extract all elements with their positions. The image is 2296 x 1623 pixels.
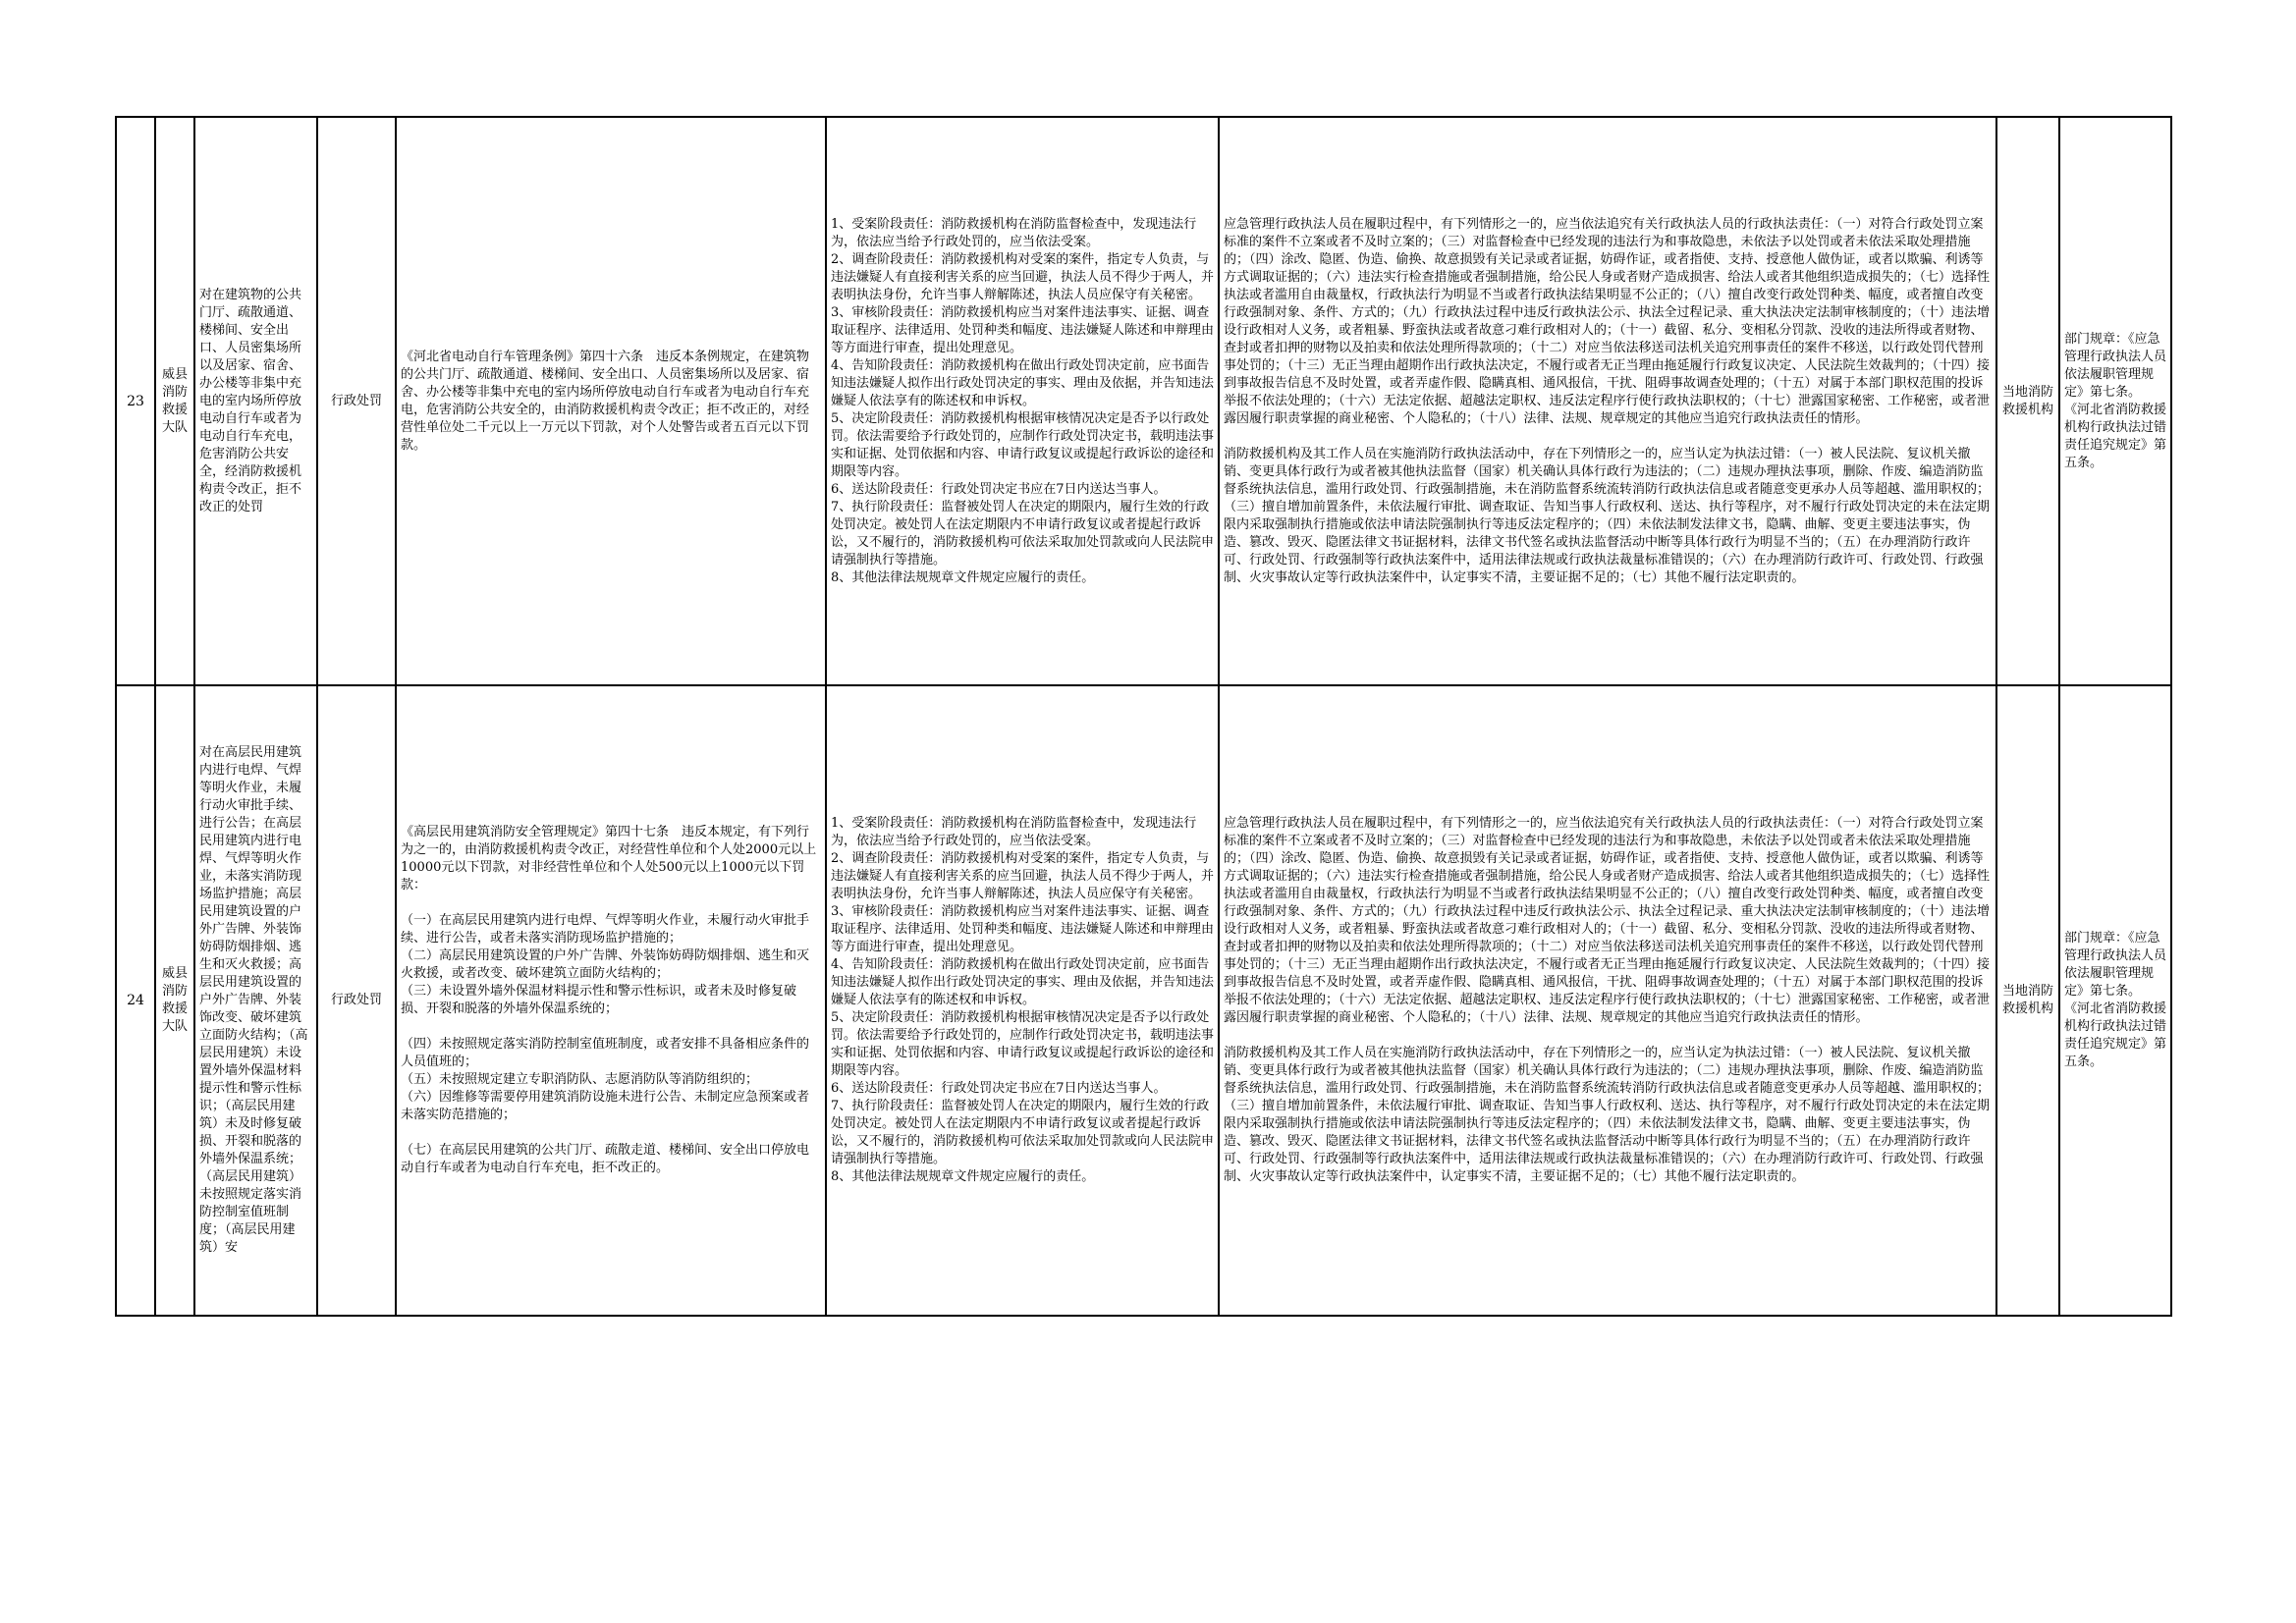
- responsible-subject: 当地消防救援机构: [1996, 117, 2059, 685]
- power-list-table: [115, 116, 2172, 1317]
- accountability-situations: 应急管理行政执法人员在履职过程中，有下列情形之一的，应当依法追究有关行政执法人员的行政执法责任：（一）对符合行政处罚立案标准的案件不立案或者不及时立案的；（三）对监督检查中已经发现的违法行为和事故隐患，未依法予以处罚或者未依法采取处理措施的；（四）涂改、隐匿、伪造、偷换、故意损毁有关记录或者证据，妨碍作证，或者指使、支持、授意他人做伪证，或者以欺骗、利诱等方式调取证据的；（六）违法实行检查措施或者强制措施，给公民人身或者财产造成损害、给法人或者其他组织造成损失的；（七）选择性执法或者滥用自由裁量权，行政执法行为明显不当或者行政执法结果明显不公正的；（八）擅自改变行政处罚种类、幅度，或者擅自改变行政强制对象、条件、方式的；（九）行政执法过程中违反行政执法公示、执法全过程记录、重大执法决定法制审核制度的；（十）违法增设行政相对人义务，或者粗暴、野蛮执法或者故意刁难行政相对人的；（十一）截留、私分、变相私分罚款、没收的违法所得或者财物、查封或者扣押的财物以及拍卖和依法处理所得款项的；（十二）对应当依法移送司法机关追究刑事责任的案件不移送，以行政处罚代替刑事处罚的；（十三）无正当理由超期作出行政执法决定，不履行或者无正当理由拖延履行行政复议决定、人民法院生效裁判的；（十四）接到事故报告信息不及时处置，或者弄虚作假、隐瞒真相、通风报信，干扰、阻碍事故调查处理的；（十五）对属于本部门职权范围的投诉举报不依法处理的；（十六）无法定依据、超越法定职权、违反法定程序行使行政执法职权的；（十七）泄露国家秘密、工作秘密，或者泄露因履行职责掌握的商业秘密、个人隐私的；（十八）法律、法规、规章规定的其他应当追究行政执法责任的情形。 消防救援机构及其工作人员在实施消防行政执法活动中，存在下列情形之一的，应当认定为执法过错：（一）被人民法院、复议机关撤销、变更具体行政行为或者被其他执法监督（国家）机关确认具体行政行为违法的；（二）违规办理执法事项，删除、作废、编造消防监督系统执法信息，滥用行政处罚、行政强制措施，未在消防监督系统流转消防行政执法信息或者随意变更承办人员等超越、滥用职权的；（三）擅自增加前置条件，未依法履行审批、调查取证、告知当事人行政权利、送达、执行等程序，对不履行行政处罚决定的未在法定期限内采取强制执行措施或依法申请法院强制执行等违反法定程序的；（四）未依法制发法律文书，隐瞒、曲解、变更主要违法事实，伪造、篡改、毁灭、隐匿法律文书证据材料，法律文书代签名或执法监督活动中断等具体行政行为明显不当的；（五）在办理消防行政许可、行政处罚、行政强制等行政执法案件中，适用法律法规或行政执法裁量标准错误的；（六）在办理消防行政许可、行政处罚、行政强制、火灾事故认定等行政执法案件中，认定事实不清，主要证据不足的；（七）其他不履行法定职责的。: [1219, 117, 1996, 685]
- accountability-basis: 部门规章：《应急管理行政执法人员依法履职管理规定》第七条。 《河北省消防救援机构行政执法过错责任追究规定》第五条。: [2059, 685, 2171, 1316]
- accountability-situations: 应急管理行政执法人员在履职过程中，有下列情形之一的，应当依法追究有关行政执法人员的行政执法责任：（一）对符合行政处罚立案标准的案件不立案或者不及时立案的；（三）对监督检查中已经发现的违法行为和事故隐患，未依法予以处罚或者未依法采取处理措施的；（四）涂改、隐匿、伪造、偷换、故意损毁有关记录或者证据，妨碍作证，或者指使、支持、授意他人做伪证，或者以欺骗、利诱等方式调取证据的；（六）违法实行检查措施或者强制措施，给公民人身或者财产造成损害、给法人或者其他组织造成损失的；（七）选择性执法或者滥用自由裁量权，行政执法行为明显不当或者行政执法结果明显不公正的；（八）擅自改变行政处罚种类、幅度，或者擅自改变行政强制对象、条件、方式的；（九）行政执法过程中违反行政执法公示、执法全过程记录、重大执法决定法制审核制度的；（十）违法增设行政相对人义务，或者粗暴、野蛮执法或者故意刁难行政相对人的；（十一）截留、私分、变相私分罚款、没收的违法所得或者财物、查封或者扣押的财物以及拍卖和依法处理所得款项的；（十二）对应当依法移送司法机关追究刑事责任的案件不移送，以行政处罚代替刑事处罚的；（十三）无正当理由超期作出行政执法决定，不履行或者无正当理由拖延履行行政复议决定、人民法院生效裁判的；（十四）接到事故报告信息不及时处置，或者弄虚作假、隐瞒真相、通风报信，干扰、阻碍事故调查处理的；（十五）对属于本部门职权范围的投诉举报不依法处理的；（十六）无法定依据、超越法定职权、违反法定程序行使行政执法职权的；（十七）泄露国家秘密、工作秘密，或者泄露因履行职责掌握的商业秘密、个人隐私的；（十八）法律、法规、规章规定的其他应当追究行政执法责任的情形。 消防救援机构及其工作人员在实施消防行政执法活动中，存在下列情形之一的，应当认定为执法过错：（一）被人民法院、复议机关撤销、变更具体行政行为或者被其他执法监督（国家）机关确认具体行政行为违法的；（二）违规办理执法事项，删除、作废、编造消防监督系统执法信息，滥用行政处罚、行政强制措施，未在消防监督系统流转消防行政执法信息或者随意变更承办人员等超越、滥用职权的；（三）擅自增加前置条件，未依法履行审批、调查取证、告知当事人行政权利、送达、执行等程序，对不履行行政处罚决定的未在法定期限内采取强制执行措施或依法申请法院强制执行等违反法定程序的；（四）未依法制发法律文书，隐瞒、曲解、变更主要违法事实，伪造、篡改、毁灭、隐匿法律文书证据材料，法律文书代签名或执法监督活动中断等具体行政行为明显不当的；（五）在办理消防行政许可、行政处罚、行政强制等行政执法案件中，适用法律法规或行政执法裁量标准错误的；（六）在办理消防行政许可、行政处罚、行政强制、火灾事故认定等行政执法案件中，认定事实不清，主要证据不足的；（七）其他不履行法定职责的。: [1219, 685, 1996, 1316]
- implementing-unit: 威县消防救援大队: [155, 685, 194, 1316]
- power-type: 行政处罚: [317, 685, 396, 1316]
- row-number: 24: [116, 685, 155, 1316]
- responsible-subject: 当地消防救援机构: [1996, 685, 2059, 1316]
- power-item-name: 对在高层民用建筑内进行电焊、气焊等明火作业，未履行动火审批手续、进行公告；在高层民用建筑内进行电焊、气焊等明火作业，未落实消防现场监护措施；高层民用建筑设置的户外广告牌、外装饰妨碍防烟排烟、逃生和灭火救援；高层民用建筑设置的户外广告牌、外装饰改变、破坏建筑立面防火结构；（高层民用建筑）未设置外墙外保温材料提示性和警示性标识；（高层民用建筑）未及时修复破损、开裂和脱落的外墙外保温系统；（高层民用建筑）未按照规定落实消防控制室值班制度；（高层民用建筑）安: [194, 685, 317, 1316]
- accountability-basis: 部门规章：《应急管理行政执法人员依法履职管理规定》第七条。 《河北省消防救援机构行政执法过错责任追究规定》第五条。: [2059, 117, 2171, 685]
- responsibility-items: 1、受案阶段责任：消防救援机构在消防监督检查中，发现违法行为，依法应当给予行政处罚的，应当依法受案。 2、调查阶段责任：消防救援机构对受案的案件，指定专人负责，与违法嫌疑人有直接利害关系的应当回避，执法人员不得少于两人，并表明执法身份，允许当事人辩解陈述，执法人员应保守有关秘密。 3、审核阶段责任：消防救援机构应当对案件违法事实、证据、调查取证程序、法律适用、处罚种类和幅度、违法嫌疑人陈述和申辩理由等方面进行审查，提出处理意见。 4、告知阶段责任：消防救援机构在做出行政处罚决定前，应书面告知违法嫌疑人拟作出行政处罚决定的事实、理由及依据，并告知违法嫌疑人依法享有的陈述权和申诉权。 5、决定阶段责任：消防救援机构根据审核情况决定是否予以行政处罚。依法需要给予行政处罚的，应制作行政处罚决定书，载明违法事实和证据、处罚依据和内容、申请行政复议或提起行政诉讼的途径和期限等内容。 6、送达阶段责任：行政处罚决定书应在7日内送达当事人。 7、执行阶段责任：监督被处罚人在决定的期限内，履行生效的行政处罚决定。被处罚人在法定期限内不申请行政复议或者提起行政诉讼，又不履行的，消防救援机构可依法采取加处罚款或向人民法院申请强制执行等措施。 8、其他法律法规规章文件规定应履行的责任。: [826, 117, 1219, 685]
- table-row: [116, 685, 2171, 1316]
- table-row: [116, 117, 2171, 685]
- row-number: 23: [116, 117, 155, 685]
- legal-basis: 《高层民用建筑消防安全管理规定》第四十七条 违反本规定，有下列行为之一的，由消防救援机构责令改正，对经营性单位和个人处2000元以上10000元以下罚款，对非经营性单位和个人处500元以上1000元以下罚款： （一）在高层民用建筑内进行电焊、气焊等明火作业，未履行动火审批手续、进行公告，或者未落实消防现场监护措施的； （二）高层民用建筑设置的户外广告牌、外装饰妨碍防烟排烟、逃生和灭火救援，或者改变、破坏建筑立面防火结构的； （三）未设置外墙外保温材料提示性和警示性标识，或者未及时修复破损、开裂和脱落的外墙外保温系统的； （四）未按照规定落实消防控制室值班制度，或者安排不具备相应条件的人员值班的； （五）未按照规定建立专职消防队、志愿消防队等消防组织的； （六）因维修等需要停用建筑消防设施未进行公告、未制定应急预案或者未落实防范措施的； （七）在高层民用建筑的公共门厅、疏散走道、楼梯间、安全出口停放电动自行车或者为电动自行车充电，拒不改正的。: [396, 685, 826, 1316]
- implementing-unit: 威县消防救援大队: [155, 117, 194, 685]
- responsibility-items: 1、受案阶段责任：消防救援机构在消防监督检查中，发现违法行为，依法应当给予行政处罚的，应当依法受案。 2、调查阶段责任：消防救援机构对受案的案件，指定专人负责，与违法嫌疑人有直接利害关系的应当回避，执法人员不得少于两人，并表明执法身份，允许当事人辩解陈述，执法人员应保守有关秘密。 3、审核阶段责任：消防救援机构应当对案件违法事实、证据、调查取证程序、法律适用、处罚种类和幅度、违法嫌疑人陈述和申辩理由等方面进行审查，提出处理意见。 4、告知阶段责任：消防救援机构在做出行政处罚决定前，应书面告知违法嫌疑人拟作出行政处罚决定的事实、理由及依据，并告知违法嫌疑人依法享有的陈述权和申诉权。 5、决定阶段责任：消防救援机构根据审核情况决定是否予以行政处罚。依法需要给予行政处罚的，应制作行政处罚决定书，载明违法事实和证据、处罚依据和内容、申请行政复议或提起行政诉讼的途径和期限等内容。 6、送达阶段责任：行政处罚决定书应在7日内送达当事人。 7、执行阶段责任：监督被处罚人在决定的期限内，履行生效的行政处罚决定。被处罚人在法定期限内不申请行政复议或者提起行政诉讼，又不履行的，消防救援机构可依法采取加处罚款或向人民法院申请强制执行等措施。 8、其他法律法规规章文件规定应履行的责任。: [826, 685, 1219, 1316]
- power-type: 行政处罚: [317, 117, 396, 685]
- power-item-name: 对在建筑物的公共门厅、疏散通道、楼梯间、安全出口、人员密集场所以及居家、宿舍、办公楼等非集中充电的室内场所停放电动自行车或者为电动自行车充电，危害消防公共安全，经消防救援机构责令改正，拒不改正的处罚: [194, 117, 317, 685]
- legal-basis: 《河北省电动自行车管理条例》第四十六条 违反本条例规定，在建筑物的公共门厅、疏散通道、楼梯间、安全出口、人员密集场所以及居家、宿舍、办公楼等非集中充电的室内场所停放电动自行车或者为电动自行车充电，危害消防公共安全的，由消防救援机构责令改正；拒不改正的，对经营性单位处二千元以上一万元以下罚款，对个人处警告或者五百元以下罚款。: [396, 117, 826, 685]
